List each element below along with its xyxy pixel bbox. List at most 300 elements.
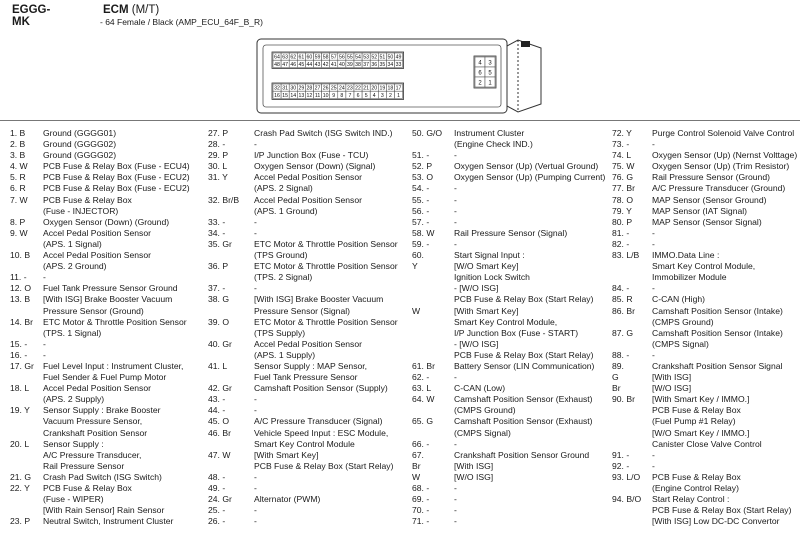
pin-label: 94. B/O [612,494,642,505]
pin-label: 55. - [412,194,430,205]
pin-number: 58 [322,54,329,61]
pin-description: Fuel Level Input : Instrument Cluster, [43,360,184,371]
pin-description: Fuel Tank Pressure Sensor [254,372,358,383]
pin-description: Accel Pedal Position Sensor [254,172,362,183]
pin-description: (TPS Supply) [254,327,306,338]
pin-label: 34. - [208,227,226,238]
pin-number: 59 [314,54,321,61]
pin-label: 41. L [208,360,228,371]
pin-description: Accel Pedal Position Sensor [254,338,362,349]
pin-description: (CMPS Ground) [454,405,516,416]
pin-description: (TPS. 2 Signal) [254,272,313,283]
pin-label: 36. P [208,261,229,272]
pin-description: - [254,216,257,227]
pin-label: 37. - [208,283,226,294]
pin-description: Oxygen Sensor (Up) (Trim Resistor) [652,161,790,172]
pin-number: 45 [298,61,305,68]
pin-description: Pressure Sensor (Ground) [43,305,144,316]
pin-number: 54 [355,54,361,61]
pin-label: 45. O [208,416,230,427]
pin-number: 26 [322,85,329,92]
pin-label: 54. - [412,183,430,194]
pin-label: 7. W [10,194,28,205]
pin-number: 28 [306,85,313,92]
pin-number: 41 [330,61,337,68]
pin-description: Camshaft Position Sensor (Exhaust) [454,394,593,405]
pin-label: 40. Gr [208,338,232,349]
pin-description: - [652,139,655,150]
pin-description: (TPS Ground) [254,250,308,261]
pin-label: 82. - [612,238,630,249]
pin-number: 5 [488,70,492,77]
pin-label: 65. G [412,416,434,427]
pin-description: PCB Fuse & Relay Box (Start Relay) [454,349,594,360]
pin-description: Camshaft Position Sensor (Intake) [652,327,783,338]
pin-number: 17 [395,85,402,92]
pin-label: 3. B [10,150,26,161]
pin-label: 2. B [10,139,26,150]
pin-label: 79. Y [612,205,632,216]
pin-number: 20 [371,85,378,92]
pin-number: 62 [290,54,297,61]
pin-label: 63. L [412,383,432,394]
pin-description: [W/O Smart Key / IMMO.] [652,427,750,438]
pin-number: 4 [372,92,376,99]
pin-number: 3 [488,60,492,67]
pin-label: 58. W [412,227,435,238]
pin-number: 34 [387,61,394,68]
pin-description: (Fuel Pump #1 Relay) [652,416,736,427]
pin-description: Neutral Switch, Instrument Cluster [43,516,174,527]
pin-number: 53 [363,54,370,61]
pin-number: 63 [282,54,289,61]
pin-description: Smart Key Control Module [254,438,355,449]
pin-label: 74. L [612,150,632,161]
pin-description: [With Rain Sensor] Rain Sensor [43,505,165,516]
pin-number: 7 [348,92,352,99]
pin-description: Ground (GGGG02) [43,150,117,161]
pin-number: 38 [355,61,361,68]
pin-label: 87. G [612,327,634,338]
pin-label: 81. - [612,227,630,238]
pin-label: G [612,372,619,383]
pin-description: [With ISG] Brake Booster Vacuum [254,294,384,305]
pin-description: A/C Pressure Transducer (Ground) [652,183,786,194]
pin-description: C-CAN (Low) [454,383,506,394]
pin-label: 43. - [208,394,226,405]
pin-label: 48. - [208,471,226,482]
pin-number: 6 [356,92,360,99]
pin-label: 90. Br [612,394,635,405]
pin-label: 4. W [10,161,28,172]
pin-description: - [43,272,46,283]
pin-description: Battery Sensor (LIN Communication) [454,360,595,371]
pin-label: 51. - [412,150,430,161]
pin-description: Ground (GGGG02) [43,139,117,150]
pin-label: W [412,471,421,482]
pin-description: - [652,349,655,360]
pin-description: - [43,338,46,349]
pin-number: 16 [274,92,280,99]
pin-description: PCB Fuse & Relay Box [43,483,132,493]
pin-label: 35. Gr [208,238,232,249]
pin-label: 15. - [10,338,28,349]
pin-description: [W/O ISG] [652,383,692,394]
pin-number: 24 [338,85,345,92]
pin-description: (APS. 2 Signal) [254,183,313,194]
pin-number: 10 [322,92,329,99]
model-code: EGGG-MK [12,4,51,28]
pin-description: - [254,505,257,516]
pin-description: Crankshaft Position Sensor Ground [454,449,590,460]
pin-label: 93. L/O [612,471,641,482]
pin-description: (APS. 2 Ground) [43,261,107,272]
pin-description: A/C Pressure Transducer (Signal) [254,416,383,427]
pin-label: 18. L [10,383,30,394]
pin-description: [With Smart Key] [454,305,519,316]
pin-description: [With ISG] [454,460,494,471]
pin-label: 77. Br [612,183,635,194]
pin-number: 47 [282,61,289,68]
pin-description: Oxygen Sensor (Up) (Nernst Volttage) [652,150,798,161]
pin-description: Fuel Tank Pressure Sensor Ground [43,283,178,294]
pin-description: PCB Fuse & Relay Box [43,194,132,205]
pin-number: 44 [306,61,313,68]
pin-description: Crash Pad Switch (ISG Switch IND.) [254,128,393,138]
pin-description: Fuel Sender & Fuel Pump Motor [43,372,167,383]
pin-description: Rail Pressure Sensor [43,460,125,471]
pin-description: I/P Junction Box (Fuse - START) [454,327,579,338]
pin-description: - [454,372,457,383]
pin-label: 92. - [612,460,630,471]
pin-number: 27 [314,85,321,92]
pin-number: 37 [363,61,370,68]
pin-description: Immobilizer Module [652,272,727,283]
pin-number: 11 [314,92,321,99]
pin-description: Crankshaft Position Sensor Signal [652,360,783,371]
pin-number: 60 [306,54,313,61]
pin-label: 66. - [412,438,430,449]
pin-label: 23. P [10,516,31,527]
pin-description: (Engine Control Relay) [652,483,739,493]
pin-label: 1. B [10,128,26,138]
pin-label: Br [612,383,621,394]
pin-label: 12. O [10,283,32,294]
pin-description: Crankshaft Position Sensor [43,427,148,438]
pin-label: 20. L [10,438,30,449]
pin-description: - [652,449,655,460]
pin-label: 30. L [208,161,228,172]
pin-label: 28. - [208,139,226,150]
component-title [103,4,159,16]
pin-description: Oxygen Sensor (Up) (Pumping Current) [454,172,606,183]
pin-label: 68. - [412,483,430,493]
pin-label: 76. G [612,172,634,183]
pin-label: 75. W [612,161,635,172]
pin-description: [With Smart Key / IMMO.] [652,394,750,405]
pin-description: MAP Sensor (IAT Signal) [652,205,748,216]
pin-description: [With ISG] [652,372,692,383]
pin-label: 25. - [208,505,226,516]
pin-label: 53. O [412,172,434,183]
pin-number: 49 [395,54,402,61]
pin-label: 67. [412,449,424,460]
pin-number: 3 [380,92,384,99]
transmission-type: (M/T) [131,4,160,16]
connector-housing [257,39,507,113]
pin-description: Camshaft Position Sensor (Supply) [254,383,388,394]
pin-description: PCB Fuse & Relay Box [652,405,741,416]
pin-description: Camshaft Position Sensor (Intake) [652,305,783,316]
pin-label: 38. G [208,294,230,305]
pin-number: 55 [347,54,353,61]
pin-description: PCB Fuse & Relay Box [652,471,741,482]
pin-description: ETC Motor & Throttle Position Sensor [43,316,187,327]
pin-description: MAP Sensor (Sensor Signal) [652,216,762,227]
pin-number: 6 [478,70,482,77]
pin-description: - [454,150,457,161]
pin-label: 13. B [10,294,31,305]
connector-spec: - 64 Female / Black (AMP_ECU_64F_B_R) [100,17,263,27]
pin-description: PCB Fuse & Relay Box (Fuse - ECU2) [43,172,190,183]
pin-label: 42. Gr [208,383,232,394]
pin-description: - [254,516,257,527]
connector-diagram [256,38,556,116]
pin-number: 13 [298,92,305,99]
pin-label: 16. - [10,349,28,360]
pin-number: 22 [355,85,361,92]
pin-description: - [454,516,457,527]
pin-label: 83. L/B [612,250,640,261]
pin-label: 57. - [412,216,430,227]
pin-description: - [454,483,457,493]
pin-description: - [W/O ISG] [454,338,499,349]
pin-description: Sensor Supply : Brake Booster [43,405,161,416]
header-divider [0,120,800,121]
pin-number: 52 [371,54,378,61]
pin-description: Start Signal Input : [454,250,525,261]
pin-description: - [W/O ISG] [454,283,499,294]
pin-number: 8 [340,92,344,99]
pin-description: [With Smart Key] [254,449,319,460]
pin-description: (CMPS Ground) [652,316,714,327]
pin-number: 23 [347,85,353,92]
pin-number: 50 [387,54,394,61]
pin-number: 64 [274,54,280,61]
pin-description: Alternator (PWM) [254,494,321,505]
pin-label: 61. Br [412,360,435,371]
pin-label: 29. P [208,150,229,161]
pin-number: 14 [290,92,297,99]
pin-label: 8. P [10,216,26,227]
pin-description: (APS. 2 Supply) [43,394,105,405]
pin-label: 56. - [412,205,430,216]
pin-description: - [652,460,655,471]
pin-description: - [254,483,257,493]
pin-label: 26. - [208,516,226,527]
pin-label: 5. R [10,172,26,183]
pin-description: (CMPS Signal) [652,338,709,349]
pin-label: 46. Br [208,427,231,438]
pin-number: 18 [387,85,394,92]
pin-number: 30 [290,85,297,92]
pin-label: 80. P [612,216,633,227]
pin-description: Ignition Lock Switch [454,272,530,283]
pin-description: - [254,471,257,482]
pin-description: - [652,238,655,249]
pin-description: - [43,349,46,360]
pin-label: W [412,305,421,316]
pin-description: Rail Pressure Sensor (Ground) [652,172,770,183]
pin-label: 10. B [10,250,31,261]
pin-description: ETC Motor & Throttle Position Sensor [254,316,398,327]
pin-description: (CMPS Signal) [454,427,511,438]
pin-description: - [254,139,257,150]
pin-description: Start Relay Control : [652,494,730,505]
pin-description: (Fuse - WIPER) [43,494,104,505]
pin-number: 39 [347,61,353,68]
pin-number: 2 [478,80,482,87]
pin-description: - [454,183,457,194]
pin-number: 43 [314,61,321,68]
pin-label: 17. Gr [10,360,34,371]
pin-description: (Engine Check IND.) [454,139,533,150]
pin-label: 50. G/O [412,128,443,138]
pin-label: 62. - [412,372,430,383]
pin-number: 21 [363,85,370,92]
pin-description: Accel Pedal Position Sensor [254,194,362,205]
pin-label: 59. - [412,238,430,249]
pin-description: Crash Pad Switch (ISG Switch) [43,471,162,482]
pin-description: - [454,438,457,449]
pin-description: Instrument Cluster [454,128,525,138]
pin-label: 11. - [10,272,27,283]
pin-number: 29 [298,85,305,92]
pin-number: 35 [379,61,386,68]
pin-number: 9 [332,92,336,99]
pin-label: 14. Br [10,316,33,327]
pin-description: PCB Fuse & Relay Box (Start Relay) [254,460,394,471]
pin-number: 4 [478,60,482,67]
pin-description: - [454,494,457,505]
pin-number: 42 [322,61,329,68]
pin-description: Accel Pedal Position Sensor [43,383,151,394]
pin-number: 48 [274,61,280,68]
pin-description: Canister Close Valve Control [652,438,762,449]
pin-description: Rail Pressure Sensor (Signal) [454,227,568,238]
pin-label: 49. - [208,483,226,493]
pin-label: 6. R [10,183,26,194]
connector-shell [257,39,541,113]
pin-description: Sensor Supply : MAP Sensor, [254,360,368,371]
pin-number: 32 [274,85,280,92]
pin-description: - [454,205,457,216]
pin-label: 71. - [412,516,430,527]
pin-description: - [254,394,257,405]
pin-description: C-CAN (High) [652,294,705,305]
pin-description: [W/O Smart Key] [454,261,519,272]
pin-number: 33 [395,61,402,68]
pin-description: Oxygen Sensor (Up) (Vertual Ground) [454,161,599,172]
pin-description: Oxygen Sensor (Down) (Ground) [43,216,170,227]
component-name: ECM [103,4,129,16]
pin-description: Ground (GGGG01) [43,128,117,138]
pin-description: PCB Fuse & Relay Box (Start Relay) [652,505,792,516]
pin-description: [With ISG] Low DC-DC Convertor [652,516,780,527]
pin-label: 52. P [412,161,433,172]
pin-number: 5 [364,92,368,99]
pin-description: ETC Motor & Throttle Position Sensor [254,238,398,249]
pin-description: - [454,505,457,516]
pin-label: 32. Br/B [208,194,240,205]
pin-description: ETC Motor & Throttle Position Sensor [254,261,398,272]
pin-description: PCB Fuse & Relay Box (Start Relay) [454,294,594,305]
pin-number: 1 [488,80,492,87]
pin-description: (APS. 1 Ground) [254,205,318,216]
pin-label: 22. Y [10,483,30,493]
pin-label: 60. [412,250,424,261]
pin-label: Y [412,261,418,272]
pin-number: 36 [371,61,378,68]
pin-number: 2 [389,92,392,99]
pin-label: 78. O [612,194,634,205]
pin-description: PCB Fuse & Relay Box (Fuse - ECU2) [43,183,190,194]
pin-description: IMMO.Data Line : [652,250,720,261]
pin-description: Sensor Supply : [43,438,104,449]
pin-label: 24. Gr [208,494,232,505]
pin-number: 40 [338,61,345,68]
pin-description: (APS. 1 Signal) [43,238,102,249]
pin-number: 19 [379,85,386,92]
pin-description: - [454,238,457,249]
pin-description: - [454,194,457,205]
pin-description: Purge Control Solenoid Valve Control [652,128,795,138]
pin-number: 25 [330,85,337,92]
pin-label: 47. W [208,449,231,460]
pin-label: 70. - [412,505,430,516]
pin-description: Accel Pedal Position Sensor [43,227,151,238]
pin-description: - [254,405,257,416]
pin-number: 61 [298,54,305,61]
pin-number: 57 [330,54,337,61]
pin-description: Camshaft Position Sensor (Exhaust) [454,416,593,427]
pin-description: Pressure Sensor (Signal) [254,305,351,316]
pin-number: 15 [282,92,289,99]
pin-label: 72. Y [612,128,632,138]
pin-description: (TPS. 1 Signal) [43,327,102,338]
connector-latch-tab [521,41,530,47]
connector-latch [507,40,541,112]
pin-description: PCB Fuse & Relay Box (Fuse - ECU4) [43,161,190,172]
pin-description: Smart Key Control Module, [652,261,756,272]
pin-label: Br [412,460,421,471]
pin-label: 86. Br [612,305,635,316]
pin-number: 12 [306,92,313,99]
pin-description: [W/O ISG] [454,471,494,482]
pin-description: A/C Pressure Transducer, [43,449,142,460]
pin-description: Vacuum Pressure Sensor, [43,416,143,427]
pin-label: 73. - [612,139,630,150]
pin-description: - [254,227,257,238]
pin-label: 44. - [208,405,226,416]
pin-number: 56 [338,54,345,61]
pin-label: 39. O [208,316,230,327]
pin-label: 84. - [612,283,630,294]
pin-description: MAP Sensor (Sensor Ground) [652,194,767,205]
pin-description: - [454,216,457,227]
pin-description: Accel Pedal Position Sensor [43,250,151,261]
pin-description: Oxygen Sensor (Down) (Signal) [254,161,376,172]
